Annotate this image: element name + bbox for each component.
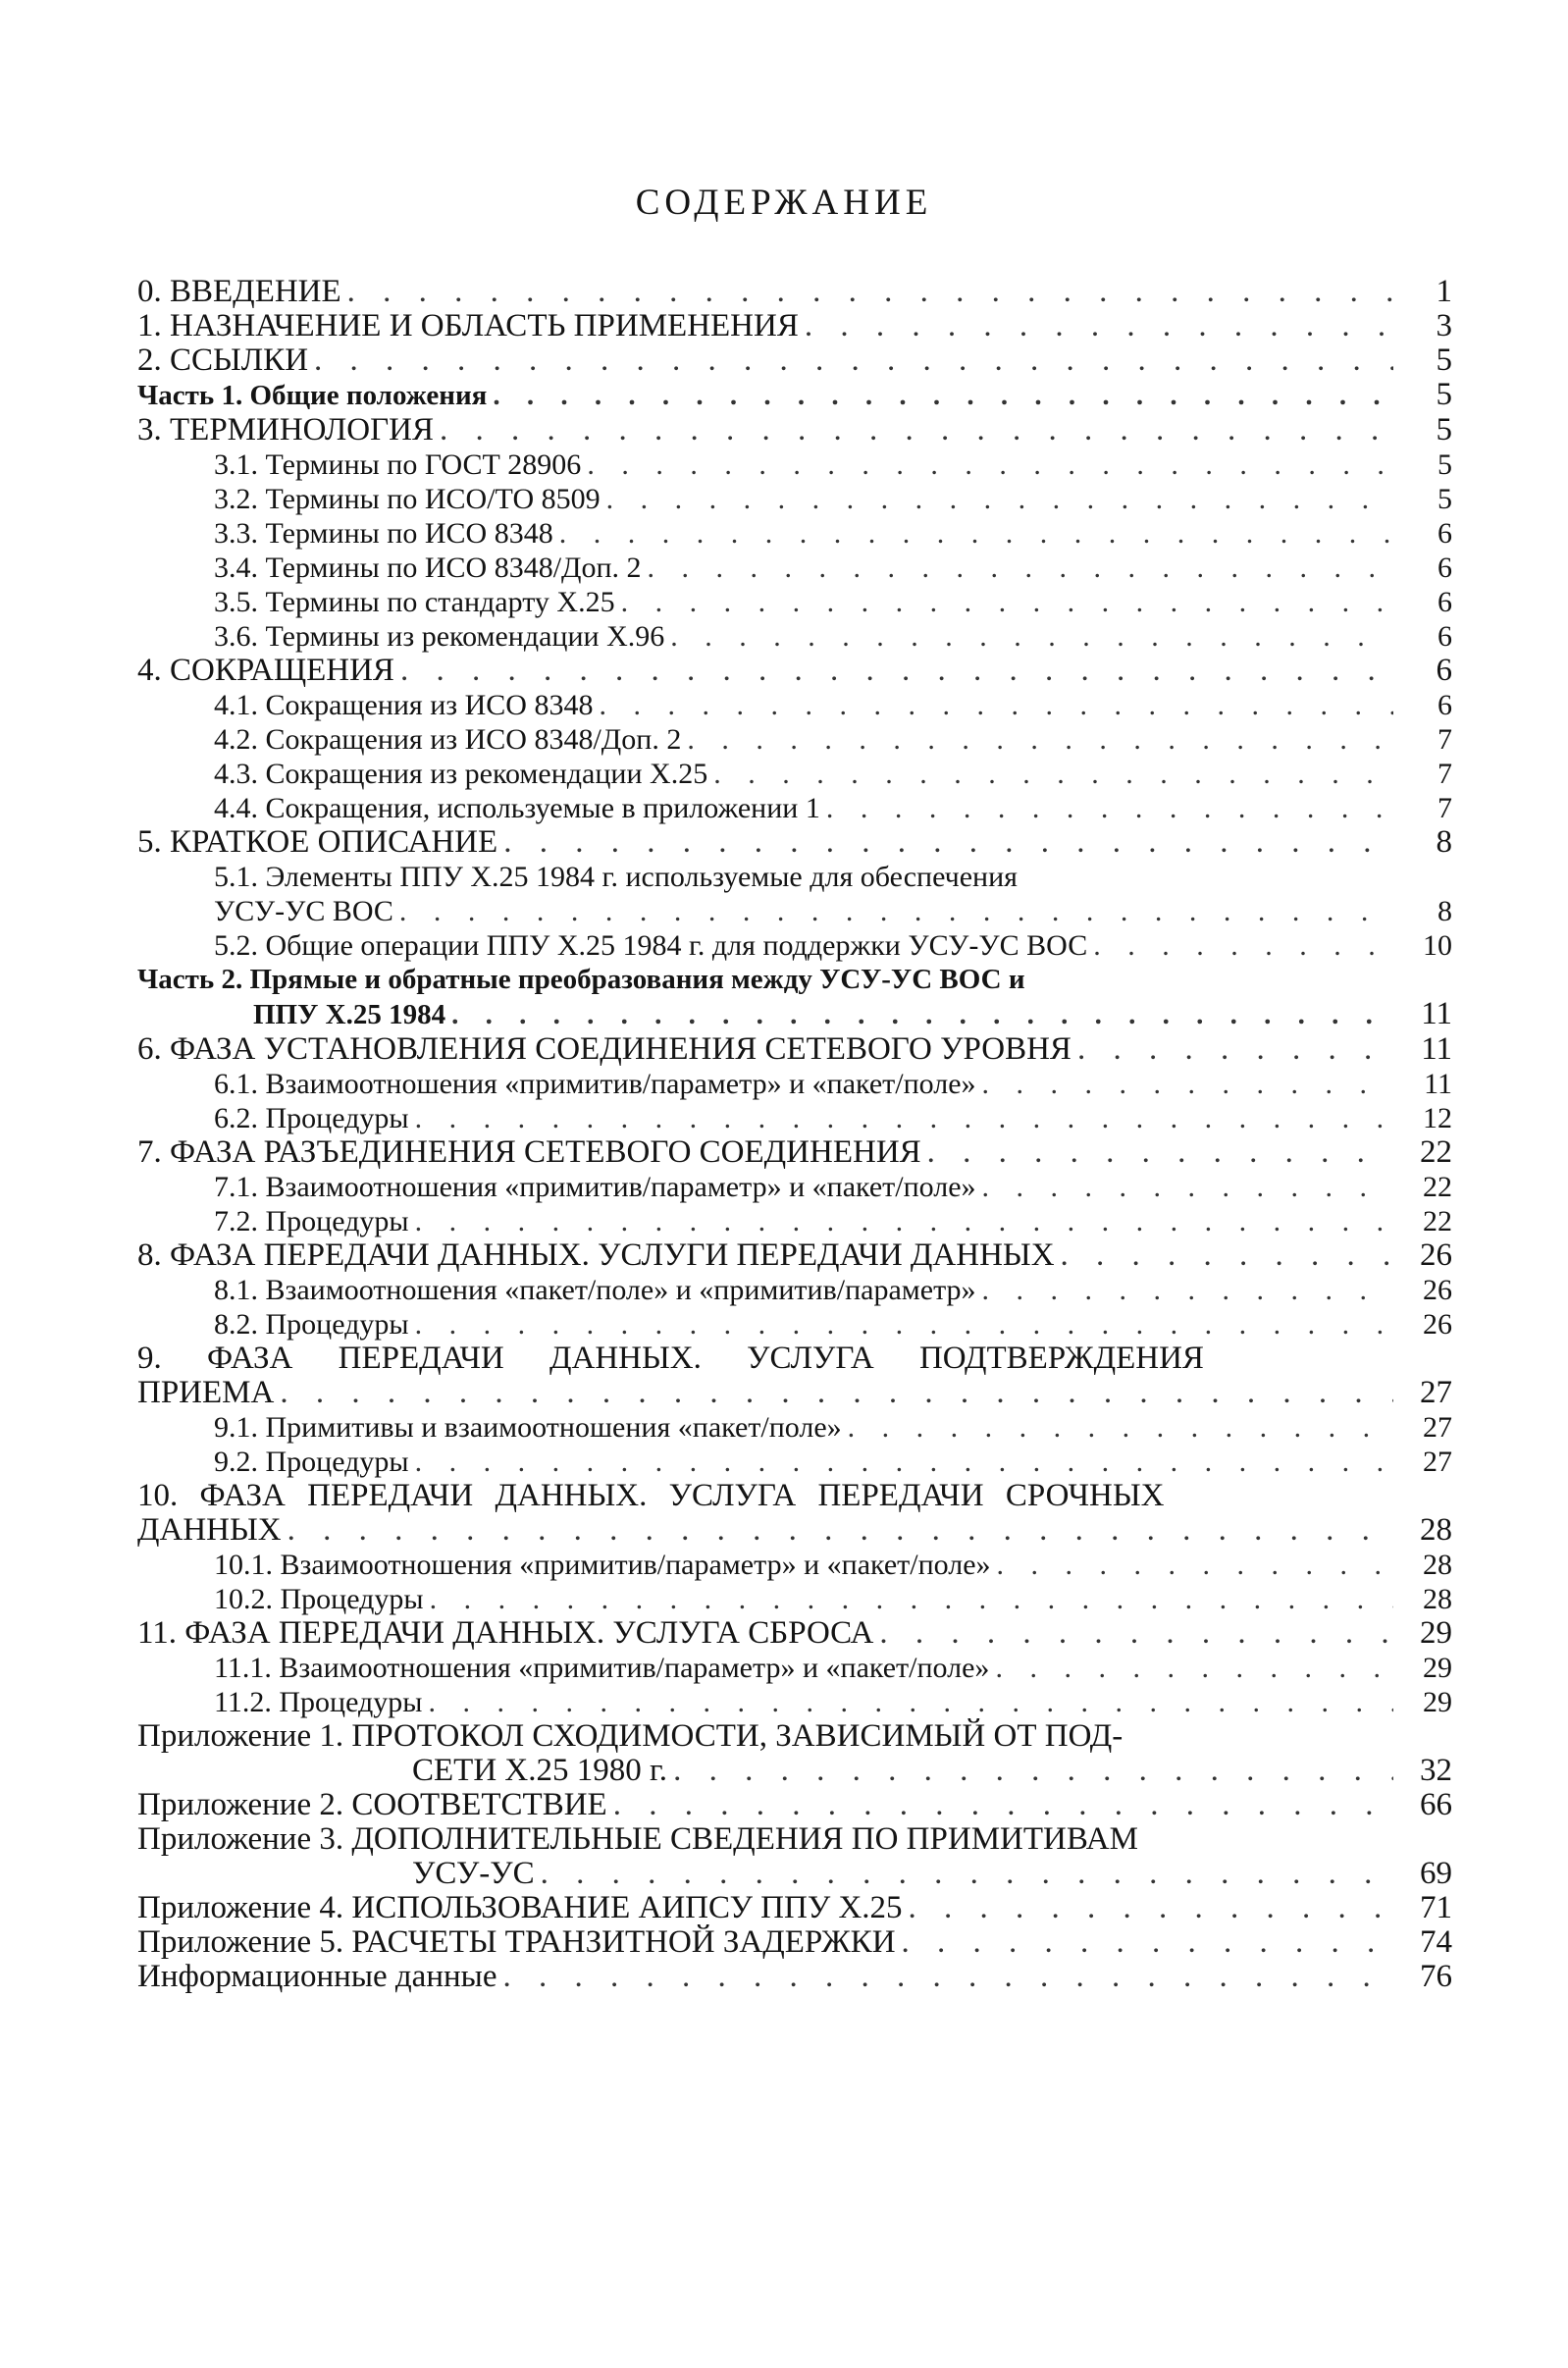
toc-page-number: 5 [1436,412,1452,447]
table-of-contents [137,275,1452,1994]
toc-entry-title: 6. ФАЗА УСТАНОВЛЕНИЯ СОЕДИНЕНИЯ СЕТЕВОГО УРОВНЯ [137,1031,1071,1067]
toc-subentry [137,757,1452,791]
toc-entry-title: 3.5. Термины по стандарту Х.25 [214,586,615,618]
toc-subentry [137,860,1452,928]
toc-leader [424,1582,1393,1616]
toc-page-number: 74 [1420,1924,1452,1960]
toc-entry-title: 0. ВВЕДЕНИЕ [137,274,341,309]
toc-appendix-entry [137,1891,1452,1925]
toc-page-number: 32 [1420,1753,1452,1788]
toc-entry-title: 4.2. Сокращения из ИСО 8348/Доп. 2 [214,723,682,756]
toc-entry-title: 2. ССЫЛКИ [137,342,309,378]
toc-subentry [137,1651,1452,1685]
toc-page-number: 8 [1436,824,1452,860]
toc-subentry [137,1445,1452,1479]
toc-entry-continuation: ППУ Х.25 1984 [253,999,446,1030]
toc-leader [1055,1238,1393,1273]
toc-entry-title: 7.1. Взаимоотношения «примитив/параметр» и «пакет/поле» [214,1171,976,1203]
toc-page-number: 5 [1436,342,1452,378]
toc-subentry [137,482,1452,516]
toc-page-number: 22 [1420,1134,1452,1170]
toc-entry-title: 9.1. Примитивы и взаимоотношения «пакет/поле» [214,1411,842,1444]
toc-entry-title: 6.1. Взаимоотношения «примитив/параметр» и «пакет/поле» [214,1068,976,1100]
toc-subentry [137,928,1452,963]
toc-subentry [137,447,1452,482]
toc-page-number: 11 [1421,996,1452,1031]
toc-leader [422,1685,1393,1719]
toc-entry [137,1032,1452,1067]
toc-leader [820,791,1393,825]
toc-entry-title: 3. ТЕРМИНОЛОГИЯ [137,412,434,447]
toc-entry-title: Приложение 5. РАСЧЕТЫ ТРАНЗИТНОЙ ЗАДЕРЖКИ [137,1924,896,1960]
toc-entry [137,309,1452,343]
toc-page-number: 28 [1423,1549,1452,1581]
toc-entry-continuation: ПРИЕМА [137,1375,275,1410]
toc-entry [137,825,1452,860]
toc-leader [497,1960,1393,1994]
toc-page-number: 29 [1423,1652,1452,1684]
toc-page-number: 5 [1436,377,1452,412]
toc-leader [707,757,1393,791]
toc-entry-title: Информационные данные [137,1959,497,1994]
toc-leader [664,619,1393,654]
toc-entry [137,1616,1452,1651]
toc-entry [137,1135,1452,1170]
toc-entry-title: 3.6. Термины из рекомендации Х.96 [214,620,665,653]
toc-entry [137,1342,1452,1410]
toc-subentry [137,1273,1452,1307]
toc-entry-title: 8.1. Взаимоотношения «пакет/поле» и «примитив/параметр» [214,1274,976,1306]
toc-leader [409,1307,1393,1342]
toc-subentry [137,688,1452,722]
toc-entry-title: 5. КРАТКОЕ ОПИСАНИЕ [137,824,498,860]
toc-entry-title: 8.2. Процедуры [214,1308,409,1341]
toc-subentry [137,722,1452,757]
toc-page-number: 22 [1423,1205,1452,1237]
toc-appendix-entry [137,1719,1452,1788]
toc-entry-title: 3.3. Термины по ИСО 8348 [214,517,553,550]
toc-leader [667,1754,1393,1788]
toc-leader [581,447,1393,482]
toc-leader [393,894,1393,928]
toc-part-heading [137,963,1452,1032]
toc-page-number: 69 [1420,1856,1452,1891]
toc-entry-title: 4. СОКРАЩЕНИЯ [137,653,394,688]
toc-page-number: 29 [1423,1686,1452,1718]
toc-leader [434,413,1393,447]
toc-entry [137,654,1452,688]
toc-entry [137,1479,1452,1548]
toc-entry-title: 9. ФАЗА ПЕРЕДАЧИ ДАННЫХ. УСЛУГА ПОДТВЕРЖДЕНИЯ [137,1341,1204,1376]
toc-entry-continuation: УСУ-УС [412,1856,535,1891]
toc-subentry [137,1410,1452,1445]
toc-page-number: 26 [1423,1308,1452,1341]
toc-leader [976,1170,1393,1204]
toc-entry [137,413,1452,447]
toc-entry-title: 3.4. Термины по ИСО 8348/Доп. 2 [214,552,642,584]
toc-entry-title: 4.3. Сокращения из рекомендации Х.25 [214,758,708,790]
toc-subentry [137,1067,1452,1101]
toc-page-number: 12 [1423,1102,1452,1134]
toc-entry-title: Приложение 1. ПРОТОКОЛ СХОДИМОСТИ, ЗАВИСИМЫЙ ОТ ПОД- [137,1718,1124,1754]
toc-leader [1087,928,1393,963]
toc-page-number: 7 [1437,758,1452,790]
toc-entry-title: 10. ФАЗА ПЕРЕДАЧИ ДАННЫХ. УСЛУГА ПЕРЕДАЧИ СРОЧНЫХ [137,1478,1165,1513]
toc-leader [553,516,1393,551]
toc-entry-title: 10.1. Взаимоотношения «примитив/параметр» и «пакет/поле» [214,1549,991,1581]
toc-leader [1071,1032,1393,1067]
toc-entry-title: 9.2. Процедуры [214,1446,409,1478]
page-title: СОДЕРЖАНИЕ [635,183,933,223]
toc-page-number: 6 [1437,586,1452,618]
toc-leader [991,1548,1393,1582]
toc-appendix-entry [137,1822,1452,1891]
toc-page-number: 66 [1420,1787,1452,1822]
toc-leader [642,551,1393,585]
toc-subentry [137,1307,1452,1342]
toc-leader [497,825,1393,860]
toc-entry-title: Часть 2. Прямые и обратные преобразования между УСУ-УС ВОС и [137,964,1025,995]
toc-page-number: 28 [1423,1583,1452,1615]
toc-leader [274,1376,1393,1410]
toc-page-number: 27 [1420,1375,1452,1410]
toc-entry [137,343,1452,378]
toc-leader [341,275,1393,309]
toc-page-number: 10 [1423,929,1452,962]
toc-subentry [137,619,1452,654]
toc-entry-title: 10.2. Процедуры [214,1583,424,1615]
toc-leader [282,1513,1393,1548]
toc-leader [903,1891,1393,1925]
toc-page-number: 27 [1423,1446,1452,1478]
toc-leader [394,654,1393,688]
toc-subentry [137,1685,1452,1719]
toc-entry-title: 5.2. Общие операции ППУ Х.25 1984 г. для поддержки УСУ-УС ВОС [214,929,1088,962]
toc-subentry [137,1170,1452,1204]
toc-leader [842,1410,1393,1445]
toc-entry-title: Приложение 4. ИСПОЛЬЗОВАНИЕ АИПСУ ППУ Х.25 [137,1890,903,1925]
toc-page-number: 11 [1421,1031,1452,1067]
toc-leader [487,379,1393,413]
toc-page-number: 7 [1437,723,1452,756]
toc-leader [615,585,1393,619]
toc-entry-title: 11.1. Взаимоотношения «примитив/параметр» и «пакет/поле» [214,1652,990,1684]
toc-subentry [137,1582,1452,1616]
toc-leader [409,1204,1393,1238]
toc-leader [799,309,1393,343]
toc-appendix-entry [137,1788,1452,1822]
toc-leader [989,1651,1393,1685]
toc-page-number: 6 [1437,620,1452,653]
toc-entry-title: 3.1. Термины по ГОСТ 28906 [214,448,582,481]
toc-leader [681,722,1393,757]
toc-page-number: 76 [1420,1959,1452,1994]
toc-page-number: 5 [1437,483,1452,515]
toc-page-number: 71 [1420,1890,1452,1925]
toc-leader [976,1273,1393,1307]
toc-entry-title: 6.2. Процедуры [214,1102,409,1134]
toc-part-heading [137,378,1452,413]
toc-entry-title: 7. ФАЗА РАЗЪЕДИНЕНИЯ СЕТЕВОГО СОЕДИНЕНИЯ [137,1134,921,1170]
toc-entry-title: 11. ФАЗА ПЕРЕДАЧИ ДАННЫХ. УСЛУГА СБРОСА [137,1615,874,1651]
toc-subentry [137,585,1452,619]
toc-leader [601,482,1393,516]
toc-page-number: 22 [1423,1171,1452,1203]
toc-entry-continuation: УСУ-УС ВОС [214,895,393,927]
toc-page-number: 3 [1436,308,1452,343]
toc-entry-title: 4.1. Сокращения из ИСО 8348 [214,689,594,721]
toc-entry-title: 11.2. Процедуры [214,1686,423,1718]
toc-page-number: 6 [1437,517,1452,550]
toc-page-number: 29 [1420,1615,1452,1651]
toc-page-number: 26 [1423,1274,1452,1306]
toc-page-number: 6 [1437,689,1452,721]
toc-entry-title: 7.2. Процедуры [214,1205,409,1237]
toc-entry-title: Приложение 3. ДОПОЛНИТЕЛЬНЫЕ СВЕДЕНИЯ ПО ПРИМИТИВАМ [137,1821,1138,1857]
toc-page-number: 28 [1420,1512,1452,1548]
toc-page-number: 1 [1436,274,1452,309]
toc-page-number: 7 [1437,792,1452,824]
toc-appendix-entry [137,1925,1452,1960]
toc-subentry [137,516,1452,551]
toc-entry-title: Часть 1. Общие положения [137,380,488,411]
toc-page-number: 6 [1436,653,1452,688]
toc-leader [308,343,1393,378]
toc-entry-title: 1. НАЗНАЧЕНИЕ И ОБЛАСТЬ ПРИМЕНЕНИЯ [137,308,799,343]
toc-subentry [137,1548,1452,1582]
toc-leader [976,1067,1393,1101]
toc-page-number: 8 [1437,895,1452,927]
toc-subentry [137,791,1452,825]
toc-entry-title: 5.1. Элементы ППУ Х.25 1984 г. используемые для обеспечения [214,861,1018,893]
toc-entry-continuation: ДАННЫХ [137,1512,282,1548]
toc-entry-title: 4.4. Сокращения, используемые в приложении 1 [214,792,820,824]
toc-subentry [137,1204,1452,1238]
toc-page-number: 27 [1423,1411,1452,1444]
toc-entry [137,1238,1452,1273]
toc-leader [593,688,1393,722]
toc-entry-continuation: СЕТИ Х.25 1980 г. [412,1753,668,1788]
toc-page-number: 5 [1437,448,1452,481]
toc-leader [409,1101,1393,1135]
toc-entry-title: 3.2. Термины по ИСО/ТО 8509 [214,483,601,515]
toc-leader [607,1788,1393,1822]
toc-entry-title: Приложение 2. СООТВЕТСТВИЕ [137,1787,607,1822]
toc-page-number: 26 [1420,1237,1452,1273]
toc-page-number: 6 [1437,552,1452,584]
toc-entry [137,1960,1452,1994]
toc-leader [445,998,1393,1032]
toc-leader [535,1857,1393,1891]
toc-entry [137,275,1452,309]
toc-subentry [137,1101,1452,1135]
toc-leader [409,1445,1393,1479]
toc-entry-title: 8. ФАЗА ПЕРЕДАЧИ ДАННЫХ. УСЛУГИ ПЕРЕДАЧИ ДАННЫХ [137,1237,1055,1273]
toc-page-number: 11 [1424,1068,1452,1100]
toc-leader [896,1925,1393,1960]
toc-leader [921,1135,1393,1170]
toc-subentry [137,551,1452,585]
toc-leader [873,1616,1393,1651]
